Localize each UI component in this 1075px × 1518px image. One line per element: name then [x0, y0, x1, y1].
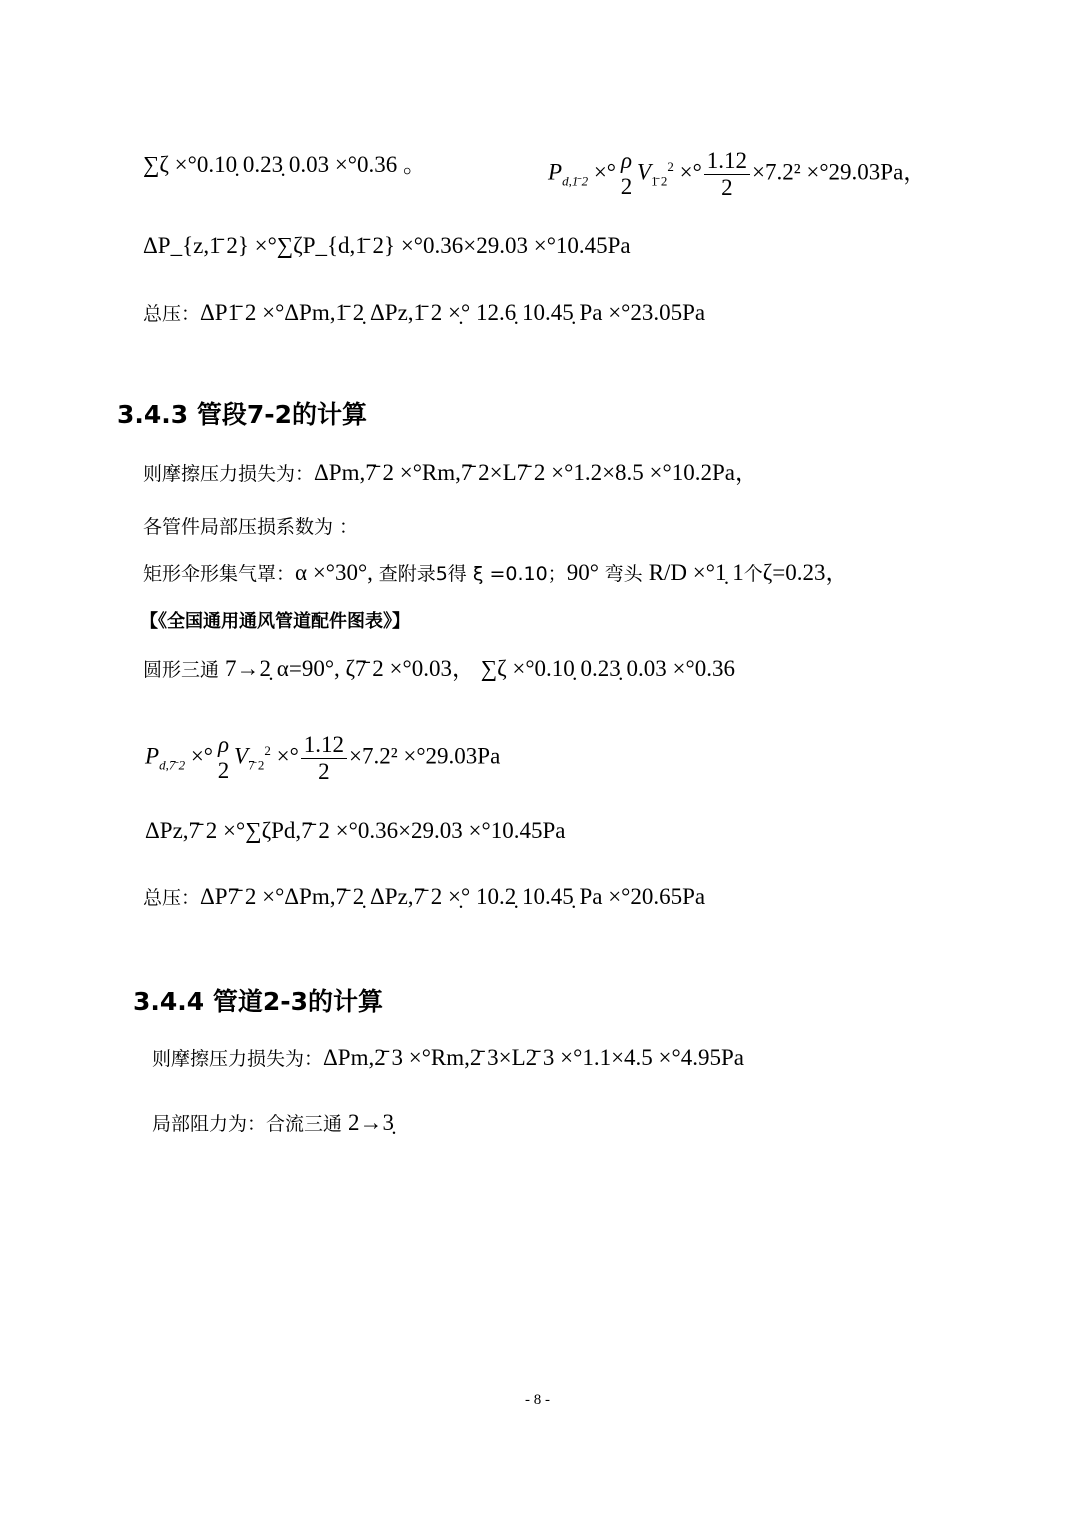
total-pressure-label: 总压： — [143, 303, 201, 325]
page-number: - 8 - — [525, 1392, 550, 1408]
equals-glyph: ×° — [673, 159, 702, 185]
subscript: d,7̄ 2 — [159, 757, 186, 773]
total-pressure-label: 总压： — [143, 887, 201, 909]
symbol-v: V — [637, 159, 652, 185]
v-superscript: 2 — [264, 743, 271, 758]
total-pressure-equation: ΔP1̄ 2 ×°ΔPm,1̄ 2̣ ΔPz,1̄ 2 ×̣° 12.6̣ 10.45̣ Pa ×°23.05Pa — [200, 300, 706, 325]
denominator: 2 — [318, 758, 330, 784]
subscript: d,1̄ 2 — [562, 173, 589, 189]
friction-label: 则摩擦压力损失为： — [152, 1048, 324, 1070]
local-loss-equation: ΔP_{z,1̄ 2} ×°∑ζP_{d,1̄ 2} ×°0.36×29.03 ×°10.45Pa — [143, 233, 631, 258]
rho-over-two — [618, 148, 635, 200]
friction-label: 则摩擦压力损失为： — [143, 463, 315, 485]
density-fraction — [301, 732, 347, 785]
total-pressure-equation: ΔP7̄ 2 ×°ΔPm,7̄ 2̣ ΔPz,7̄ 2 ×̣° 10.2̣ 10.45̣ Pa ×°20.65Pa — [200, 884, 706, 909]
reference-note: 【《全国通用通风管道配件图表》】 — [140, 611, 410, 632]
hood-label: 矩形伞形集气罩： — [143, 563, 296, 585]
v-superscript: 2 — [667, 159, 674, 174]
local-loss-1-2 — [143, 231, 631, 261]
hood-and-elbow-line — [143, 558, 848, 589]
friction-equation: ΔPm,7̄ 2 ×°Rm,7̄ 2×L7̄ 2 ×°1.2×8.5 ×°10.2Pa， — [314, 460, 758, 485]
dynamic-pressure-1-2 — [548, 138, 926, 210]
dynamic-pressure-7-2 — [145, 722, 500, 794]
symbol-p: P — [145, 743, 160, 769]
friction-equation: ΔPm,2̄ 3 ×°Rm,2̄ 3×L2̄ 3 ×°1.1×4.5 ×°4.95Pa — [323, 1045, 744, 1070]
v-subscript: 1̄ 2 — [651, 173, 668, 189]
denominator: 2 — [217, 758, 230, 784]
density-fraction — [704, 148, 750, 201]
symbol-v: V — [234, 743, 249, 769]
local-resistance-line — [152, 1108, 394, 1139]
friction-loss-7-2 — [143, 458, 758, 489]
friction-loss-2-3 — [152, 1043, 744, 1074]
hood-coefficient: 查附录5得 ξ =0.10； — [378, 563, 567, 585]
equals-glyph: ×° — [588, 159, 616, 185]
tee-direction: 2→3̣ — [348, 1110, 395, 1135]
denominator: 2 — [620, 174, 633, 200]
equation-tail: ×7.2² ×°29.03Pa — [349, 743, 501, 769]
equals-glyph: ×° — [185, 743, 213, 769]
elbow-angle: 90° — [566, 560, 605, 585]
local-loss-equation: ΔPz,7̄ 2 ×°∑ζPd,7̄ 2 ×°0.36×29.03 ×°10.45Pa — [145, 818, 566, 843]
tee-label: 圆形三通 — [143, 659, 226, 681]
numerator: 1.12 — [704, 148, 750, 175]
local-loss-7-2 — [145, 816, 565, 846]
local-resistance-label: 局部阻力为：合流三通 — [152, 1113, 349, 1135]
elbow-label: 弯头 — [604, 563, 649, 585]
elbow-ratio: R/D ×°1̣ 1 — [648, 560, 744, 585]
equation-tail: ×7.2² ×°29.03Pa， — [752, 159, 927, 185]
symbol-p: P — [548, 159, 563, 185]
rho-over-two — [215, 732, 232, 784]
equals-glyph: ×° — [270, 743, 299, 769]
sum-zeta-line — [143, 150, 426, 180]
denominator: 2 — [721, 174, 733, 200]
tee-line — [143, 654, 735, 685]
hood-angle: α ×°30°, — [295, 560, 379, 585]
total-pressure-7-2 — [143, 882, 705, 913]
section-heading-3-4-4: 3.4.4 管道2-3的计算 — [133, 987, 384, 1016]
section-heading-3-4-3: 3.4.3 管段7-2的计算 — [117, 400, 368, 429]
v-subscript: 7̄ 2 — [248, 757, 265, 773]
elbow-count-label: 个 — [743, 563, 763, 585]
rho: ρ — [217, 732, 230, 758]
numerator: 1.12 — [301, 732, 347, 759]
elbow-coefficient: ζ=0.23， — [762, 560, 849, 585]
total-pressure-1-2 — [143, 298, 705, 329]
local-coefficient-heading: 各管件局部压损系数为 ： — [143, 516, 359, 538]
rho: ρ — [620, 148, 633, 174]
tee-equation: 7→2̣ α=90°, ζ7̄ 2 ×°0.03， ∑ζ ×°0.10̣ 0.23̣ 0.03 ×°0.36 — [225, 656, 735, 681]
sum-zeta-equation: ∑ζ ×°0.10̣ 0.23̣ 0.03 ×°0.36 。 — [143, 152, 427, 177]
